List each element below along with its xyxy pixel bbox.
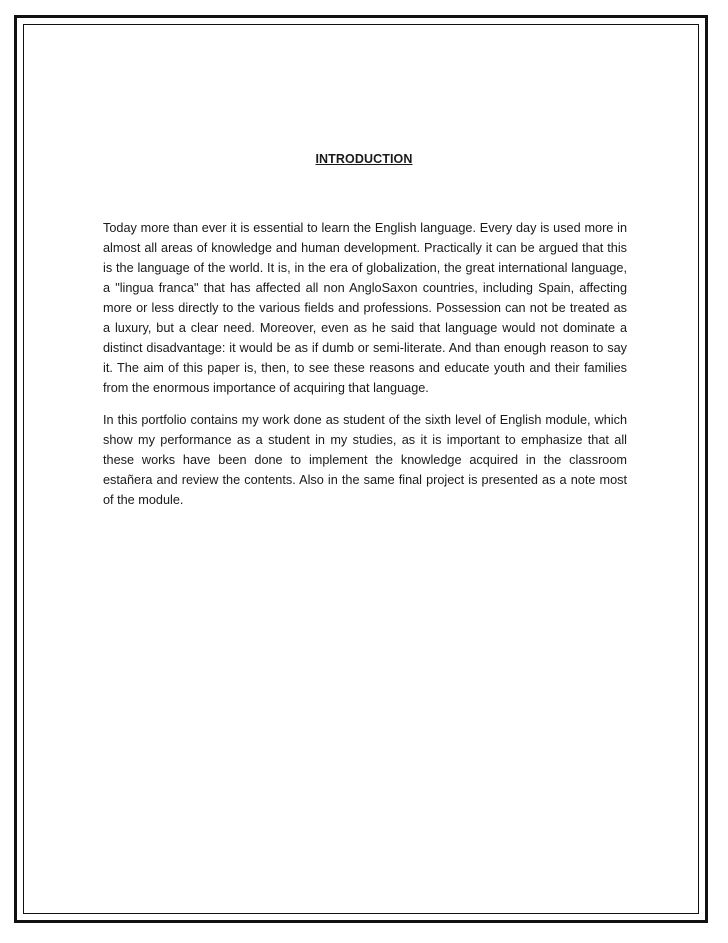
document-body — [103, 218, 627, 510]
page-title: INTRODUCTION — [315, 152, 413, 166]
paragraph-intro: Today more than ever it is essential to learn the English language. Every day is used more in almost all areas of knowledge and human development. Practically it can be argued that this is the language of the world. It is, in the era of globalization, the great international language, a "lingua franca" that has affected all non AngloSaxon countries, including Spain, affecting more or less directly to the various fields and professions. Possession can not be treated as a luxury, but a clear need. Moreover, even as he said that language would not dominate a distinct disadvantage: it would be as if dumb or semi-literate. And than enough reason to say it. The aim of this paper is, then, to see these reasons and educate youth and their families from the enormous importance of acquiring that language. — [103, 221, 627, 395]
paragraph-portfolio: In this portfolio contains my work done as student of the sixth level of English module, which show my performance as a student in my studies, as it is important to emphasize that all these works have been done to implement the knowledge acquired in the classroom estañera and review the contents. Also in the same final project is presented as a note most of the module. — [103, 413, 627, 507]
